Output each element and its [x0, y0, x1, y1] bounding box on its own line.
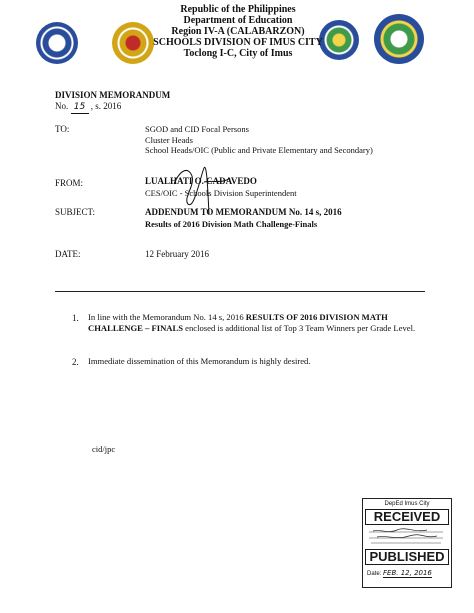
letterhead-line-5: Toclong I-C, City of Imus — [183, 48, 293, 59]
subject-label: SUBJECT: — [55, 207, 96, 217]
school-seal-logo — [112, 22, 154, 64]
memo-number-prefix: No. — [55, 101, 69, 111]
date-label: DATE: — [55, 249, 81, 259]
received-published-stamp — [362, 498, 452, 588]
item-1-text-bold: RESULTS OF 2016 DIVISION MATH CHALLENGE – FINALS — [88, 312, 388, 333]
stamp-office: DepEd Imus City — [384, 501, 430, 507]
letterhead — [150, 4, 326, 59]
item-2-text: Immediate dissemination of this Memorandum is highly desired. — [88, 356, 311, 366]
stamp-date-value: FEB. 12, 2016 — [383, 569, 432, 577]
to-lines — [145, 124, 373, 156]
letterhead-line-2: Department of Education — [183, 15, 293, 26]
to-line-1: SGOD and CID Focal Persons — [145, 124, 249, 134]
stamp-received: RECEIVED — [365, 509, 449, 525]
item-2-number: 2. — [72, 357, 79, 367]
memo-number-value: 15 — [71, 102, 89, 114]
imus-city-seal-logo — [374, 14, 424, 64]
subject-line-2: Results of 2016 Division Math Challenge-Finals — [145, 219, 318, 229]
divider — [55, 291, 425, 292]
stamp-published: PUBLISHED — [365, 549, 449, 565]
item-1-text-pre: In line with the Memorandum No. 14 s, 2016 — [88, 312, 246, 322]
letterhead-line-1: Republic of the Philippines — [180, 4, 296, 15]
stamp-date — [367, 569, 432, 578]
reference-initials: cid/jpc — [92, 444, 116, 454]
item-1-text-post: enclosed is additional list of Top 3 Team Winners per Grade Level. — [183, 323, 416, 333]
stamp-date-label: Date: — [367, 571, 382, 577]
memo-number-suffix: , s. 2016 — [90, 101, 122, 111]
to-line-2: Cluster Heads — [145, 134, 193, 145]
date-value: 12 February 2016 — [145, 249, 209, 259]
deped-seal-logo — [36, 22, 78, 64]
subject-line-1: ADDENDUM TO MEMORANDUM No. 14 s, 2016 — [145, 207, 342, 217]
memo-number — [55, 101, 121, 114]
from-position: CES/OIC - Schools Division Superintendent — [145, 188, 297, 198]
item-1-number: 1. — [72, 313, 79, 323]
item-1-text — [88, 312, 424, 334]
letterhead-line-4: SCHOOLS DIVISION OF IMUS CITY — [153, 37, 323, 48]
to-line-3: School Heads/OIC (Public and Private Elementary and Secondary) — [145, 145, 373, 155]
from-label: FROM: — [55, 178, 84, 188]
memo-title: DIVISION MEMORANDUM — [55, 90, 171, 100]
to-label: TO: — [55, 124, 70, 134]
from-name: LUALHATI O. CADAVEDO — [145, 176, 257, 186]
stamp-handwriting — [367, 527, 447, 545]
letterhead-line-3: Region IV-A (CALABARZON) — [171, 26, 305, 37]
